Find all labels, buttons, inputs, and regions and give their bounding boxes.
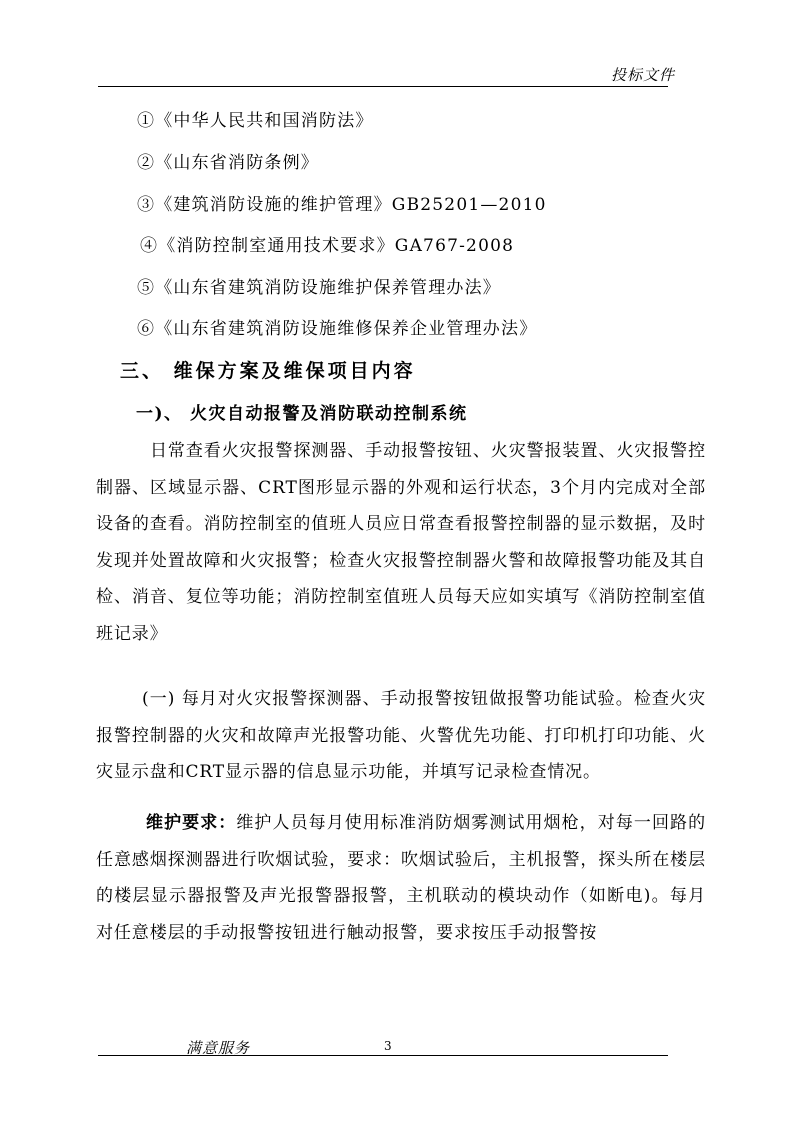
paragraph-monthly-test: (一) 每月对火灾报警探测器、手动报警按钮做报警功能试验。检查火灾报警控制器的火灾和故障声光报警功能、火警优先功能、打印机打印功能、火灾显示盘和CRT显示器的信息显示功能，并填写记录检查情况。 xyxy=(96,689,706,782)
header-label: 投标文件 xyxy=(610,66,675,84)
maintenance-requirements-text: 维护人员每月使用标准消防烟雾测试用烟枪，对每一回路的任意感烟探测器进行吹烟试验，要求：吹烟试验后，主机报警，探头所在楼层的楼层显示器报警及声光报警器报警，主机联动的模块动作（如断电)。每月对任意楼层的手动报警按钮进行触动报警，要求按压手动报警按 xyxy=(96,813,707,943)
paragraph-daily-inspection: 日常查看火灾报警探测器、手动报警按钮、火灾警报装置、火灾报警控制器、区域显示器、CRT图形显示器的外观和运行状态，3个月内完成对全部设备的查看。消防控制室的值班人员应日常查看报警控制器的显示数据，及时发现并处置故障和火灾报警；检查火灾报警控制器火警和故障报警功能及其自检、消音、复位等功能；消防控制室值班人员每天应如实填写《消防控制室值班记录》 xyxy=(96,441,706,644)
footer-rule xyxy=(98,1055,668,1056)
maintenance-requirements-label: 维护要求： xyxy=(146,813,237,833)
regulation-item-6: ⑥《山东省建筑消防设施维修保养企业管理办法》 xyxy=(137,319,538,339)
regulation-item-3: ③《建筑消防设施的维护管理》GB25201—2010 xyxy=(137,195,547,215)
regulation-item-5: ⑤《山东省建筑消防设施维护保养管理办法》 xyxy=(137,278,501,298)
regulation-item-1: ①《中华人民共和国消防法》 xyxy=(137,111,374,131)
footer-label: 满意服务 xyxy=(186,1039,251,1057)
page-number: 3 xyxy=(384,1039,392,1053)
regulation-item-4: ④《消防控制室通用技术要求》GA767-2008 xyxy=(140,236,515,256)
header-rule xyxy=(98,86,668,87)
paragraph-maintenance-requirements xyxy=(96,805,706,951)
section-heading: 三、 维保方案及维保项目内容 xyxy=(120,360,416,382)
regulation-item-2: ②《山东省消防条例》 xyxy=(137,153,319,173)
subsection-heading: 一)、 火灾自动报警及消防联动控制系统 xyxy=(136,404,468,424)
